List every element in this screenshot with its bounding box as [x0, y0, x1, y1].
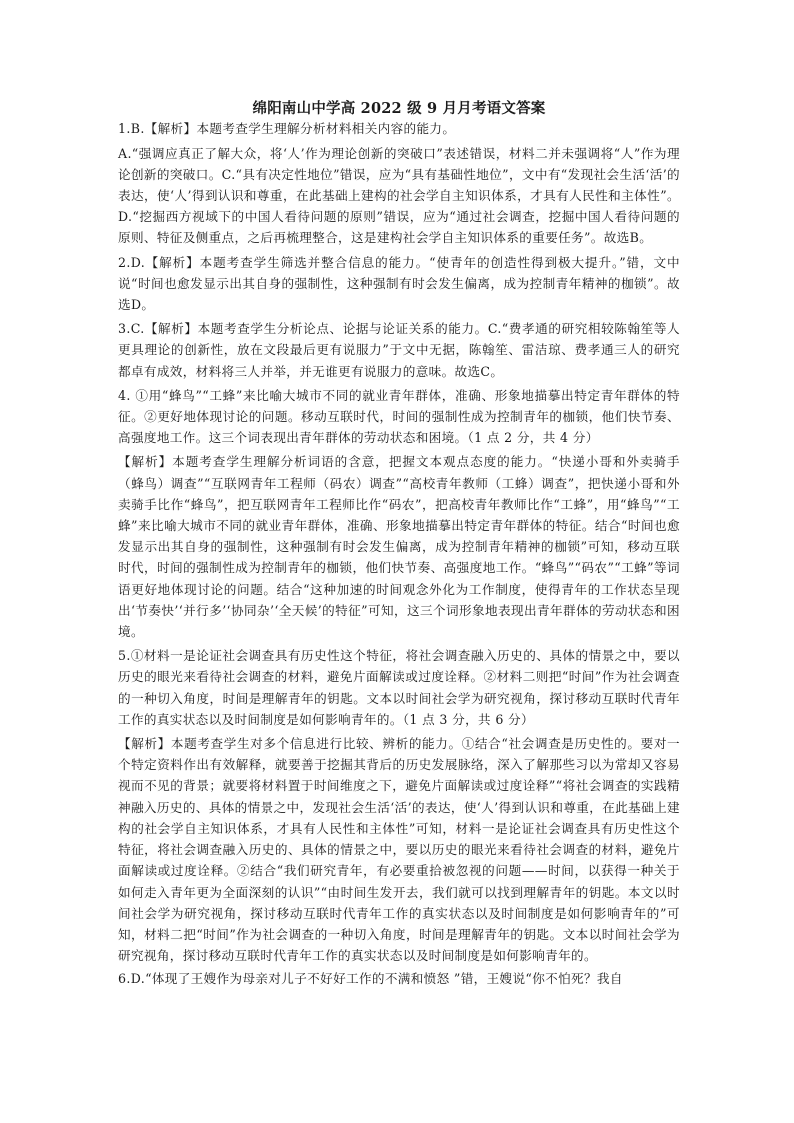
answer-paragraph-q6: 6.D.“体现了王嫂作为母亲对儿子不好好工作的不满和愤怒 ”错，王嫂说“你不怕死？我自	[118, 971, 623, 987]
answer-document	[118, 99, 680, 990]
document-title: 绵阳南山中学高 2022 级 9 月月考语文答案	[252, 100, 546, 117]
analysis-paragraph-q1: A.“强调应真正了解大众，将‘人’作为理论创新的突破口”表述错误，材料二并未强调将“人”作为理论创新的突破口。C.“具有决定性地位”错误，应为“具有基础性地位”，文中有“发现社会生活‘活’的表达，使‘人’得到认识和尊重，在此基础上建构的社会学自主知识体系，才具有人民性和主体性”。D.“挖掘西方视域下的中国人看待问题的原则”错误，应为“通过社会调查，挖掘中国人看待问题的原则、特征及侧重点，之后再梳理整合，这是建构社会学自主知识体系的重要任务”。故选B。	[118, 145, 680, 246]
answer-paragraph-q2: 2.D.【解析】本题考查学生筛选并整合信息的能力。“使青年的创造性得到极大提升。”错，文中说“时间也愈发显示出其自身的强制性，这种强制有时会发生偏离，成为控制青年精神的枷锁”。故选D。	[118, 254, 680, 313]
answer-paragraph-q3: 3.C.【解析】本题考查学生分析论点、论据与论证关系的能力。C.“费孝通的研究相较陈翰笙等人更具理论的创新性，放在文段最后更有说服力”于文中无据，陈翰笙、雷洁琼、费孝通三人的研究都卓有成效，材料将三人并举，并无谁更有说服力的意味。故选C。	[118, 321, 680, 379]
analysis-paragraph-q4: 【解析】本题考查学生理解分析词语的含意，把握文本观点态度的能力。“快递小哥和外卖骑手（蜂鸟）调查”“互联网青年工程师（码农）调查”“高校青年教师（工蜂）调查”，把快递小哥和外卖骑手比作“蜂鸟”，把互联网青年工程师比作“码农”，把高校青年教师比作“工蜂”，用“蜂鸟”“工蜂”来比喻大城市不同的就业青年群体，准确、形象地描摹出特定青年群体的特征。结合“时间也愈发显示出其自身的强制性，这种强制有时会发生偏离，成为控制青年精神的枷锁”可知，移动互联时代，时间的强制性成为控制青年的枷锁，他们快节奏、高强度地工作。“蜂鸟”“码农”“工蜂”等词语更好地体现讨论的问题。结合“这种加速的时间观念外化为工作制度，使得青年的工作状态呈现出‘节奏快’‘并行多’‘协同杂’‘全天候’的特征”可知，这三个词形象地表现出青年群体的劳动状态和困境。	[118, 454, 680, 640]
answer-paragraph-q4: 4. ①用“蜂鸟”“工蜂”来比喻大城市不同的就业青年群体，准确、形象地描摹出特定青年群体的特征。②更好地体现讨论的问题。移动互联时代，时间的强制性成为控制青年的枷锁，他们快节奏、高强度地工作。这三个词表现出青年群体的劳动状态和困境。（1 点 2 分，共 4 分）	[118, 387, 680, 446]
analysis-paragraph-q5: 【解析】本题考查学生对多个信息进行比较、辨析的能力。①结合“社会调查是历史性的。要对一个特定资料作出有效解释，就要善于挖掘其背后的历史发展脉络，深入了解那些习以为常却又容易视而不见的背景；就要将材料置于时间维度之下，避免片面解读或过度诠释”“将社会调查的实践精神融入历史的、具体的情景之中，发现社会生活‘活’的表达，使‘人’得到认识和尊重，在此基础上建构的社会学自主知识体系，才具有人民性和主体性”可知，材料一是论证社会调查具有历史性这个特征，将社会调查融入历史的、具体的情景之中，要以历史的眼光来看待社会调查的材料，避免片面解读或过度诠释。②结合“我们研究青年，有必要重拾被忽视的问题——时间，以获得一种关于如何走入青年更为全面深刻的认识”“由时间生发开去，我们就可以找到理解青年的钥匙。本文以时间社会学为研究视角，探讨移动互联时代青年工作的真实状态以及时间制度是如何影响青年的”可知，材料二把“时间”作为社会调查的一种切入角度，时间是理解青年的钥匙。文本以时间社会学为研究视角，探讨移动互联时代青年工作的真实状态以及时间制度是如何影响青年的。	[118, 736, 680, 964]
answer-paragraph-q5: 5.①材料一是论证社会调查具有历史性这个特征，将社会调查融入历史的、具体的情景之中，要以历史的眼光来看待社会调查的材料，避免片面解读或过度诠释。②材料二则把“时间”作为社会调查的一种切入角度，时间是理解青年的钥匙。文本以时间社会学为研究视角，探讨移动互联时代青年工作的真实状态以及时间制度是如何影响青年的。（1 点 3 分，共 6 分）	[118, 648, 680, 727]
answer-paragraph-q1: 1.B.【解析】本题考查学生理解分析材料相关内容的能力。	[118, 121, 456, 136]
